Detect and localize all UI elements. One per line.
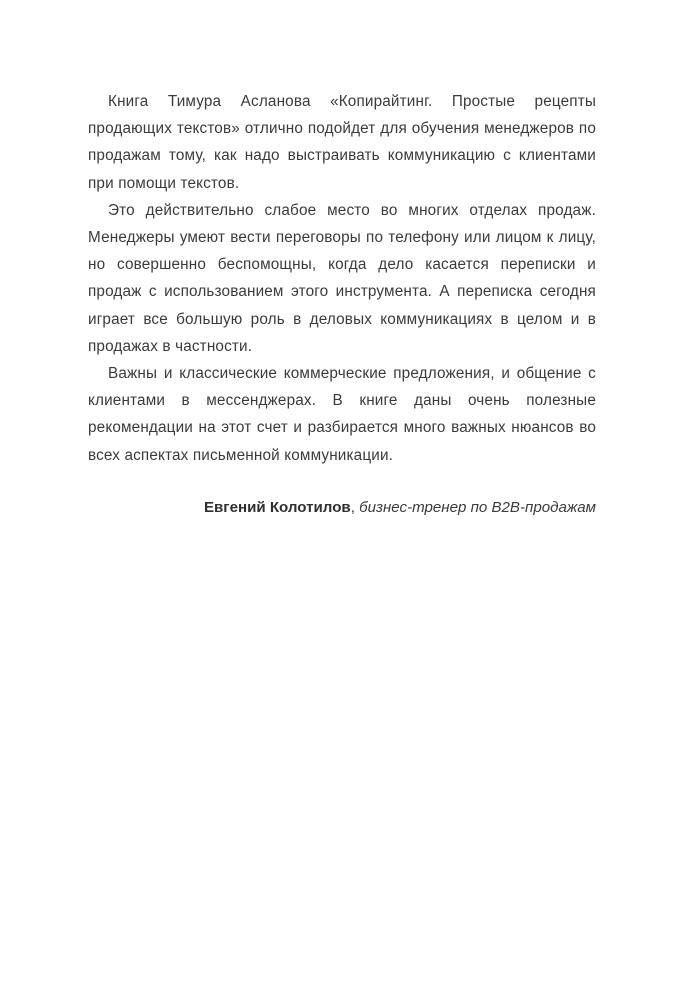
attribution-line (88, 494, 596, 521)
attribution-author-role: бизнес-тренер по B2B-продажам (359, 498, 596, 516)
testimonial-text-block (88, 88, 596, 521)
paragraph-1: Книга Тимура Асланова «Копирайтинг. Простые рецепты продающих текстов» отлично подойдет для обучения менеджеров по продажам тому, как надо выстраивать коммуникацию с клиентами при помощи текстов. (88, 93, 596, 192)
paragraph-3: Важны и классические коммерческие предложения, и общение с клиентами в мессенджерах. В книге даны очень полезные рекомендации на этот счет и разбирается много важных нюансов во всех аспектах письменной коммуникации. (88, 365, 596, 464)
attribution-separator: , (350, 498, 360, 516)
attribution-author-name: Евгений Колотилов (203, 498, 351, 516)
paragraph-2: Это действительно слабое место во многих отделах продаж. Менеджеры умеют вести переговоры по телефону или лицом к лицу, но совершенно беспомощны, когда дело касается переписки и продаж с использованием этого инструмента. А переписка сегодня играет все большую роль в деловых коммуникациях в целом и в продажах в частности. (88, 201, 596, 355)
